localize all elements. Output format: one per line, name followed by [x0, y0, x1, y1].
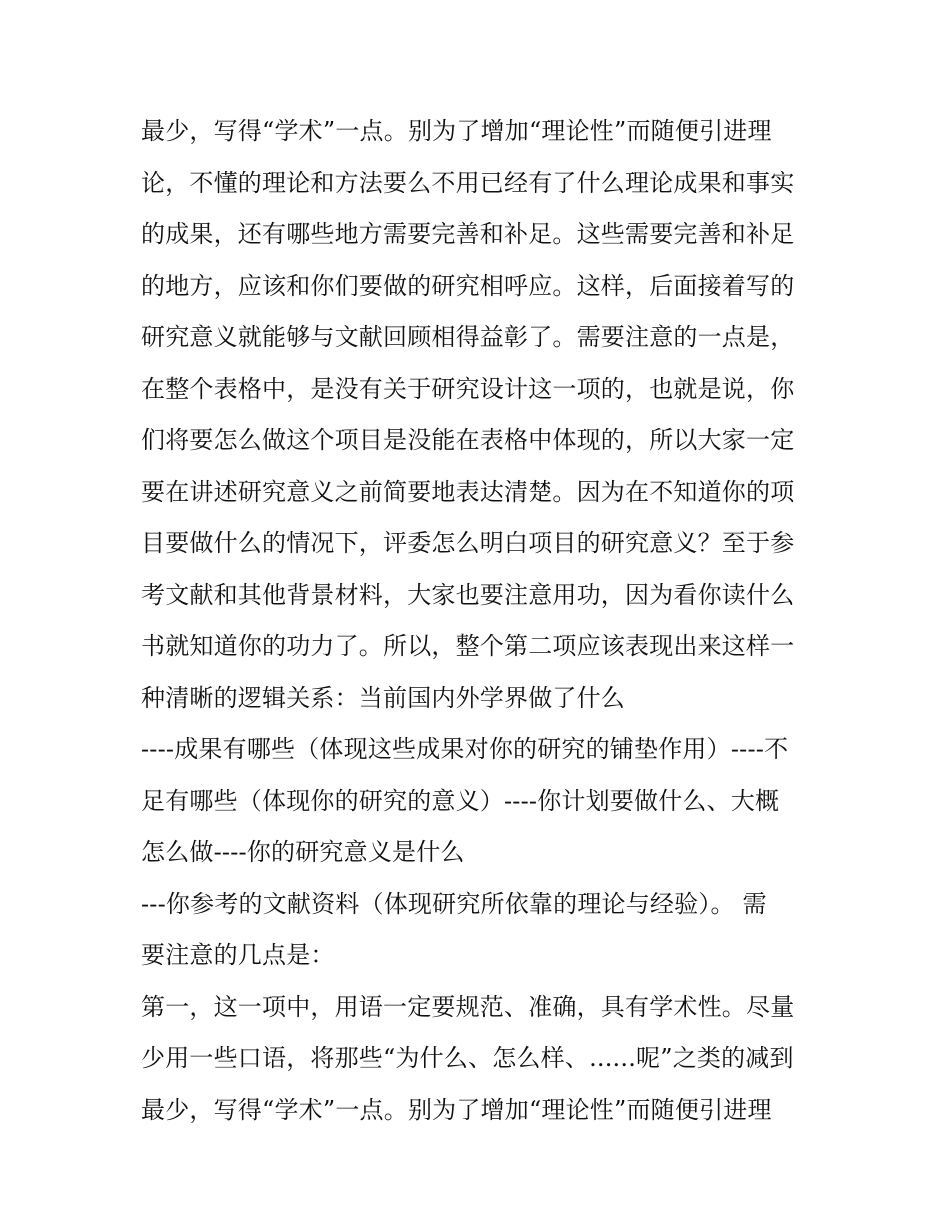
- text-line: 论，不懂的理论和方法要么不用已经有了什么理论成果和事实: [141, 168, 795, 197]
- text-line: 最少，写得“学术”一点。别为了增加“理论性”而随便引进理: [141, 1095, 772, 1124]
- text-line: 足有哪些（体现你的研究的意义）----你计划要做什么、大概: [141, 786, 780, 815]
- text-line: 要注意的几点是：: [141, 941, 335, 969]
- text-line: 最少，写得“学术”一点。别为了增加“理论性”而随便引进理: [141, 117, 772, 145]
- text-line: 少用一些口语，将那些“为什么、怎么样、......呢”之类的减到: [141, 1044, 794, 1072]
- text-line: 书就知道你的功力了。所以，整个第二项应该表现出来这样一: [141, 632, 795, 660]
- text-line: 的地方，应该和你们要做的研究相呼应。这样，后面接着写的: [141, 271, 795, 300]
- text-line: ---你参考的文献资料（体现研究所依靠的理论与经验）。 需: [141, 889, 767, 918]
- text-line: 要在讲述研究意义之前简要地表达清楚。因为在不知道你的项: [141, 477, 795, 506]
- text-line: ----成果有哪些（体现这些成果对你的研究的铺垫作用）----不: [141, 735, 789, 763]
- text-line: 第一，这一项中，用语一定要规范、准确，具有学术性。尽量: [141, 992, 795, 1021]
- text-line: 研究意义就能够与文献回顾相得益彰了。需要注意的一点是，: [141, 323, 795, 351]
- text-line: 考文献和其他背景材料，大家也要注意用功，因为看你读什么: [141, 580, 795, 609]
- text-line: 怎么做----你的研究意义是什么: [141, 838, 465, 866]
- text-line: 目要做什么的情况下，评委怎么明白项目的研究意义？至于参: [141, 529, 795, 557]
- body-text: [141, 106, 831, 1136]
- text-line: 在整个表格中，是没有关于研究设计这一项的，也就是说，你: [141, 374, 795, 403]
- text-line: 种清晰的逻辑关系：当前国内外学界做了什么: [141, 683, 625, 712]
- text-line: 的成果，还有哪些地方需要完善和补足。这些需要完善和补足: [141, 220, 795, 248]
- text-line: 们将要怎么做这个项目是没能在表格中体现的，所以大家一定: [141, 426, 795, 454]
